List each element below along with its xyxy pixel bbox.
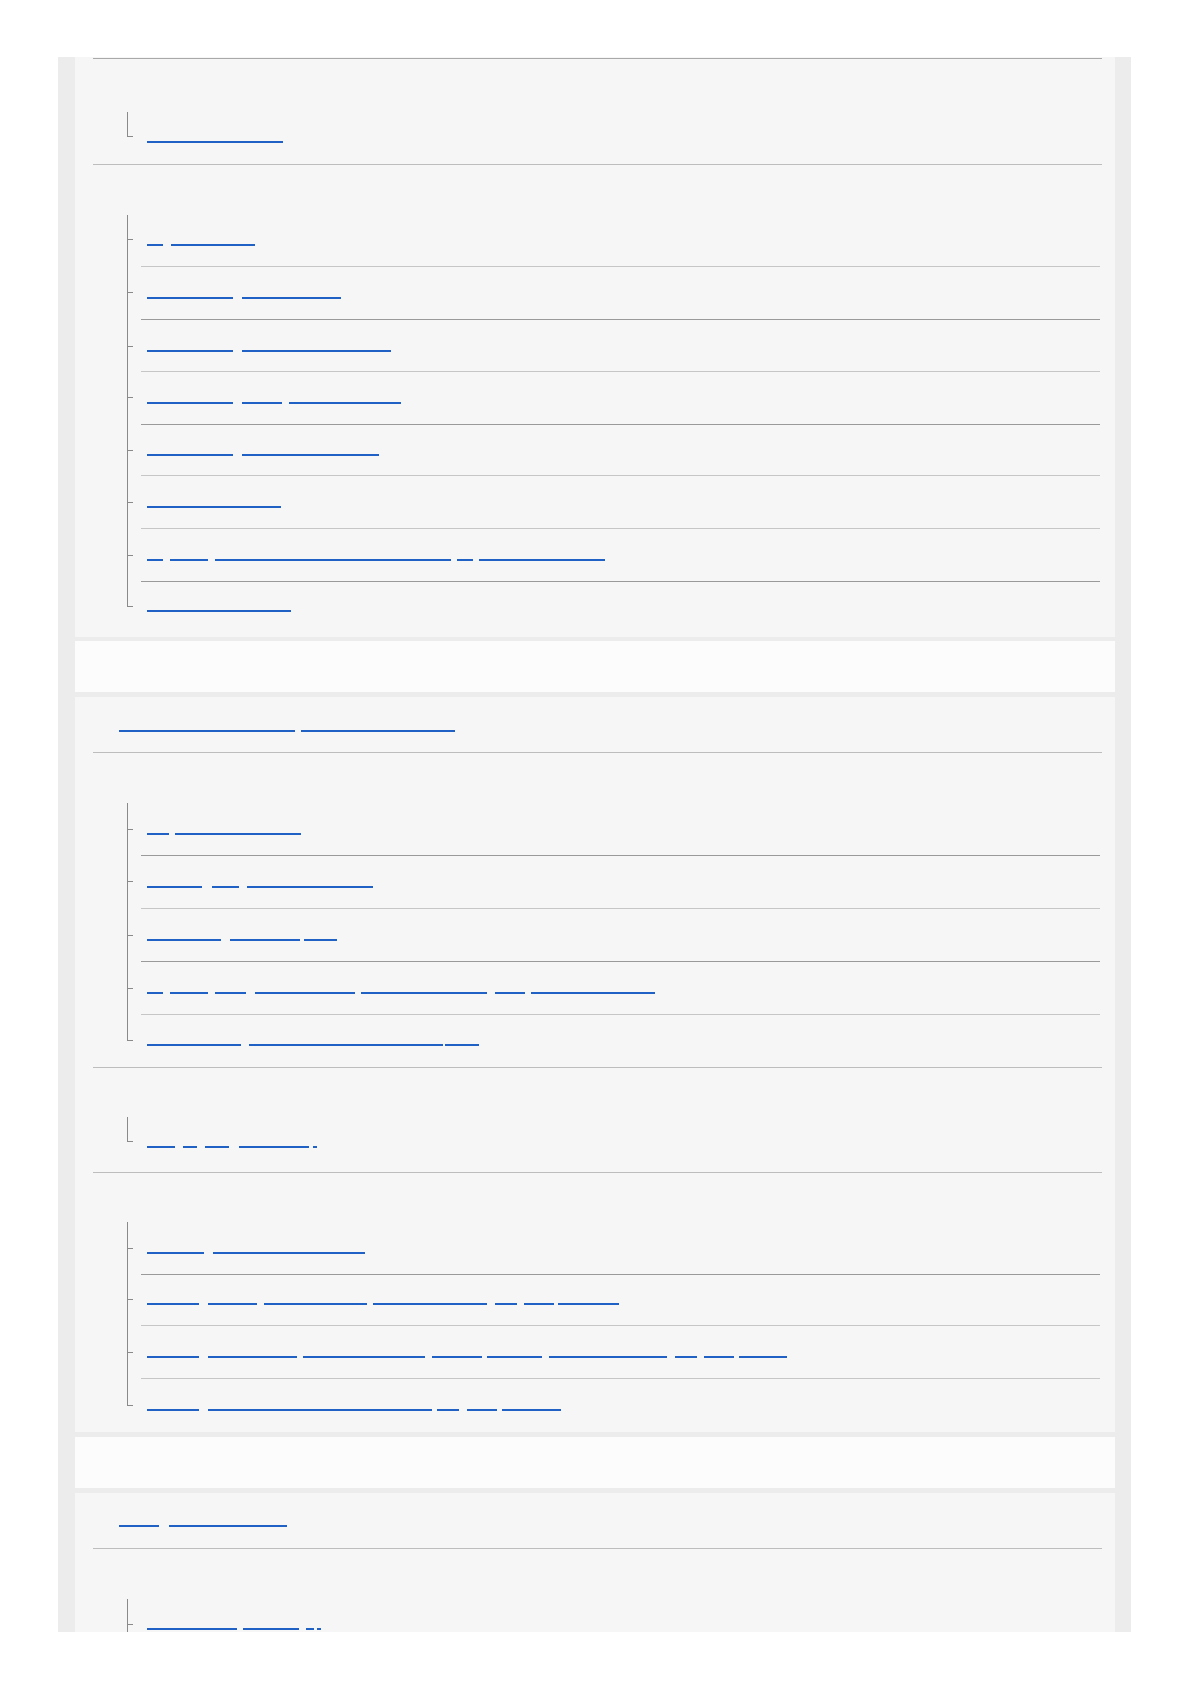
toc-link[interactable] xyxy=(147,506,281,510)
tree-tick xyxy=(127,1405,133,1406)
tree-tick xyxy=(127,829,133,830)
toc-link[interactable] xyxy=(147,886,373,890)
tree-tick xyxy=(127,502,133,503)
section-heading-link[interactable] xyxy=(119,730,455,734)
tree-tick xyxy=(127,1040,133,1041)
tree-tick xyxy=(127,988,133,989)
tree-tick xyxy=(127,606,133,607)
toc-link[interactable] xyxy=(147,244,255,248)
section-heading-link[interactable] xyxy=(119,1525,287,1529)
divider xyxy=(141,1014,1100,1015)
divider xyxy=(141,908,1100,909)
tree-tick xyxy=(127,881,133,882)
tree-tick xyxy=(127,239,133,240)
divider xyxy=(141,424,1100,425)
tree-line xyxy=(127,1599,128,1632)
toc-link[interactable] xyxy=(147,1628,321,1632)
divider xyxy=(141,475,1100,476)
divider xyxy=(141,1378,1100,1379)
tree-tick xyxy=(127,397,133,398)
divider xyxy=(93,164,1102,165)
toc-link[interactable] xyxy=(147,454,379,458)
toc-link[interactable] xyxy=(147,297,341,301)
divider xyxy=(93,1067,1102,1068)
divider xyxy=(141,855,1100,856)
toc-panel-2 xyxy=(75,697,1115,1432)
divider xyxy=(141,528,1100,529)
divider xyxy=(93,752,1102,753)
tree-line xyxy=(127,215,128,606)
toc-link[interactable] xyxy=(147,402,401,406)
tree-tick xyxy=(127,292,133,293)
divider xyxy=(93,1172,1102,1173)
toc-link[interactable] xyxy=(147,141,283,145)
tree-tick xyxy=(127,1141,133,1142)
toc-link[interactable] xyxy=(147,1303,619,1307)
section-gap xyxy=(75,641,1115,692)
divider xyxy=(141,581,1100,582)
tree-line xyxy=(127,803,128,1041)
toc-link[interactable] xyxy=(147,833,301,837)
tree-line xyxy=(127,1117,128,1141)
tree-tick xyxy=(127,1624,133,1625)
tree-tick xyxy=(127,346,133,347)
tree-tick xyxy=(127,1248,133,1249)
toc-link[interactable] xyxy=(147,992,655,996)
divider xyxy=(141,371,1100,372)
divider xyxy=(141,1274,1100,1275)
toc-link[interactable] xyxy=(147,1146,317,1150)
tree-line xyxy=(127,112,128,136)
divider xyxy=(93,58,1102,59)
toc-link[interactable] xyxy=(147,939,337,943)
tree-line xyxy=(127,1222,128,1406)
tree-tick xyxy=(127,450,133,451)
toc-link[interactable] xyxy=(147,350,391,354)
tree-tick xyxy=(127,935,133,936)
toc-link[interactable] xyxy=(147,1409,561,1413)
toc-link[interactable] xyxy=(147,559,607,563)
divider xyxy=(141,961,1100,962)
toc-link[interactable] xyxy=(147,1356,787,1360)
section-gap xyxy=(75,1437,1115,1488)
divider xyxy=(93,1548,1102,1549)
tree-tick xyxy=(127,1352,133,1353)
tree-tick xyxy=(127,136,133,137)
tree-tick xyxy=(127,1299,133,1300)
toc-link[interactable] xyxy=(147,610,291,614)
toc-link[interactable] xyxy=(147,1044,479,1048)
divider xyxy=(141,319,1100,320)
toc-link[interactable] xyxy=(147,1252,365,1256)
tree-tick xyxy=(127,555,133,556)
divider xyxy=(141,266,1100,267)
toc-panel-3 xyxy=(75,1493,1115,1632)
divider xyxy=(141,1325,1100,1326)
